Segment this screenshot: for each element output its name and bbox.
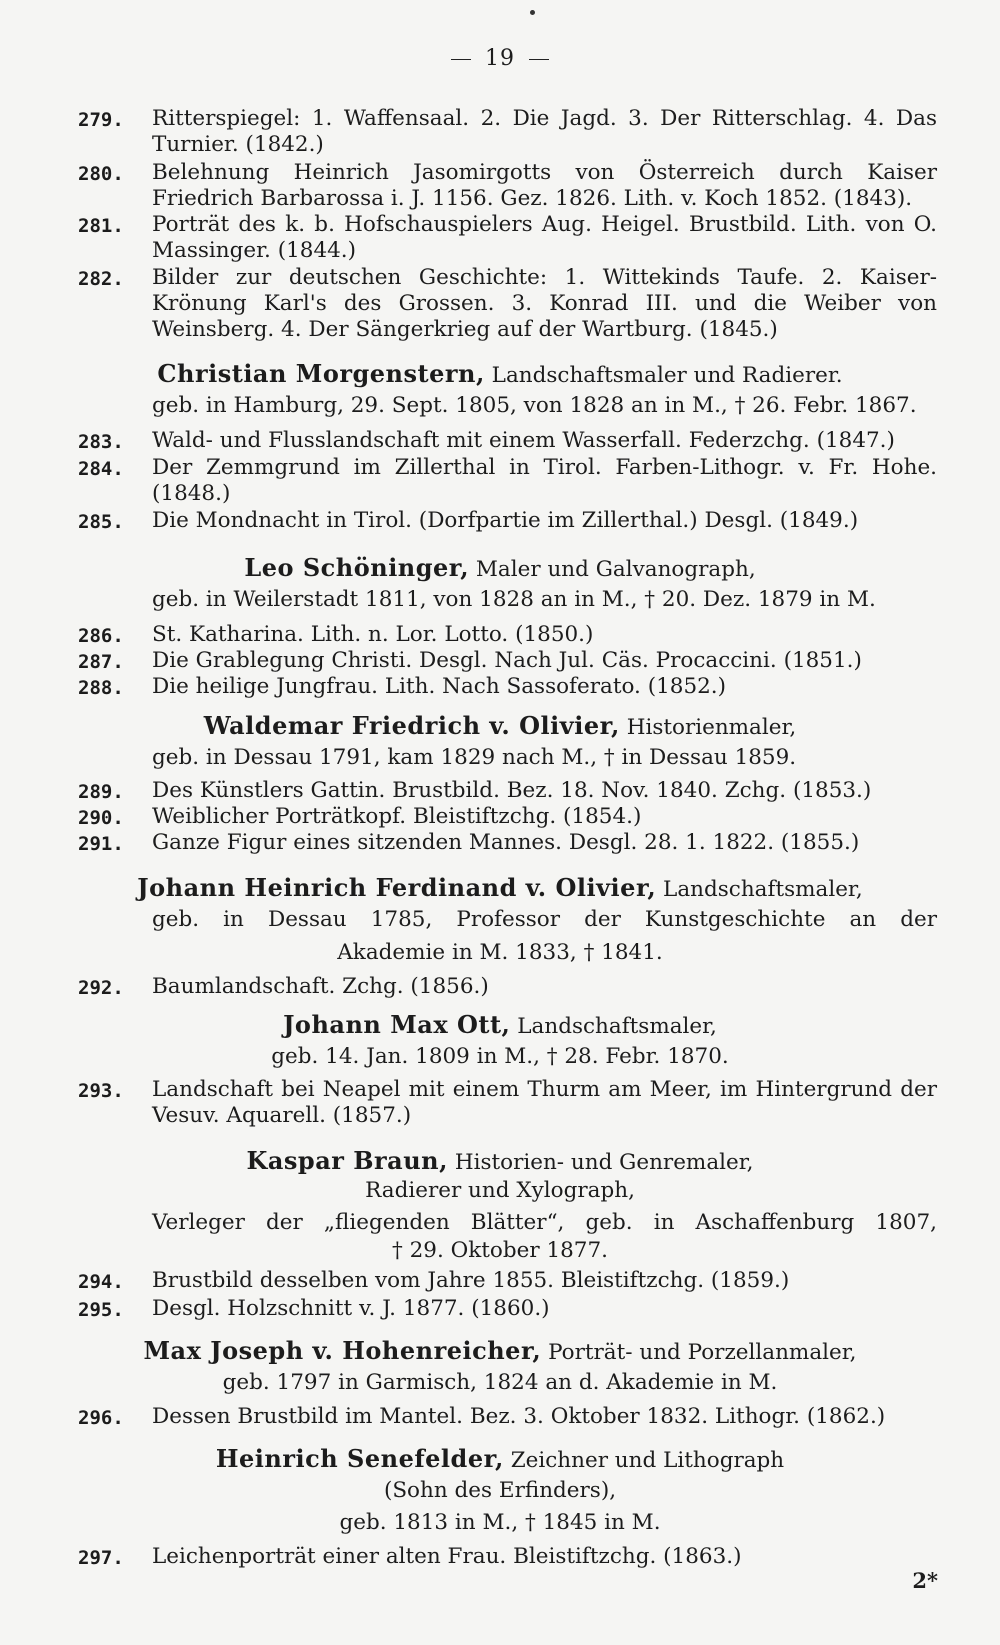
entry-text: Die Mondnacht in Tirol. (Dorfpartie im Zillerthal.) Desgl. (1849.) [152,508,859,533]
entry-number: 293. [78,1080,124,1102]
artist-name: Leo Schöninger, [244,553,470,582]
artist-heading [0,1011,1000,1041]
artist-role: Landschaftsmaler, [517,1014,717,1039]
entry-text: St. Katharina. Lith. n. Lor. Lotto. (1850.) [152,622,594,647]
entry-text: Leichenporträt einer alten Frau. Bleistiftzchg. (1863.) [152,1544,742,1569]
artist-role: Landschaftsmaler und Radierer. [491,363,843,388]
entry-number: 285. [78,511,124,533]
artist-bio-line: geb. 1813 in M., † 1845 in M. [339,1510,661,1535]
entry-number: 297. [78,1547,124,1569]
entry-text: Ritterspiegel: 1. Waffensaal. 2. Die Jagd. 3. Der Ritterschlag. 4. Das Turnier. (1842.) [152,106,937,157]
artist-name: Johann Heinrich Ferdinand v. Olivier, [137,873,657,902]
entry-number: 294. [78,1271,124,1293]
entry-number: 284. [78,458,124,480]
artist-role: Maler und Galvanograph, [475,557,756,582]
entry-text: Weiblicher Porträtkopf. Bleistiftzchg. (1854.) [152,804,642,829]
artist-role: Historienmaler, [626,715,797,740]
entry-text: Der Zemmgrund im Zillerthal in Tirol. Farben-Lithogr. v. Fr. Hohe. (1848.) [152,455,937,506]
artist-heading [0,712,1000,742]
entry-number: 283. [78,431,124,453]
artist-role: Porträt- und Porzellanmaler, [548,1340,857,1365]
entry-number: 289. [78,781,124,803]
artist-bio-line: geb. 14. Jan. 1809 in M., † 28. Febr. 1870. [271,1044,729,1069]
page-number: 19 [485,46,515,71]
entry-number: 282. [78,268,124,290]
page-header [0,46,1000,71]
artist-name: Heinrich Senefelder, [215,1444,504,1473]
artist-name: Kaspar Braun, [246,1146,448,1175]
artist-name: Waldemar Friedrich v. Olivier, [203,711,620,740]
entry-number: 292. [78,977,124,999]
header-dash-right [529,59,549,60]
entry-text: Baumlandschaft. Zchg. (1856.) [152,974,489,999]
entry-number: 291. [78,833,124,855]
printer-signature: 2* [912,1568,938,1593]
header-dash-left [451,59,471,60]
entry-text: Die Grablegung Christi. Desgl. Nach Jul. Cäs. Procaccini. (1851.) [152,648,862,673]
artist-bio-line: (Sohn des Erfinders), [383,1478,617,1503]
entry-text: Ganze Figur eines sitzenden Mannes. Desgl. 28. 1. 1822. (1855.) [152,830,860,855]
entry-text: Porträt des k. b. Hofschauspielers Aug. Heigel. Brustbild. Lith. von O. Massinger. (1844.) [152,212,937,263]
artist-bio-line: geb. in Hamburg, 29. Sept. 1805, von 1828 an in M., † 26. Febr. 1867. [152,393,917,418]
entry-number: 287. [78,651,124,673]
artist-bio-line: geb. in Weilerstadt 1811, von 1828 an in M., † 20. Dez. 1879 in M. [152,587,876,612]
artist-bio-line: † 29. Oktober 1877. [392,1238,608,1263]
entry-number: 295. [78,1299,124,1321]
entry-text: Bilder zur deutschen Geschichte: 1. Wittekinds Taufe. 2. Kaiser-Krönung Karl's des Grossen. 3. Konrad III. und die Weiber von Weinsberg. 4. Der Sängerkrieg auf der Wartburg. (1845.) [152,265,937,342]
entry-text: Des Künstlers Gattin. Brustbild. Bez. 18. Nov. 1840. Zchg. (1853.) [152,778,872,803]
artist-role: Historien- und Genremaler, [454,1150,754,1175]
entry-text: Brustbild desselben vom Jahre 1855. Bleistiftzchg. (1859.) [152,1268,790,1293]
entry-text: Landschaft bei Neapel mit einem Thurm am Meer, im Hintergrund der Vesuv. Aquarell. (1857.) [152,1077,937,1128]
print-speck [530,10,535,15]
entry-text: Desgl. Holzschnitt v. J. 1877. (1860.) [152,1296,550,1321]
entry-text: Die heilige Jungfrau. Lith. Nach Sassoferato. (1852.) [152,674,727,699]
artist-heading [0,1445,1000,1475]
artist-role: Zeichner und Lithograph [510,1448,785,1473]
artist-role: Landschaftsmaler, [663,877,863,902]
artist-name: Max Joseph v. Hohenreicher, [143,1336,542,1365]
artist-bio-line: Radierer und Xylograph, [365,1178,635,1203]
entry-number: 288. [78,677,124,699]
artist-bio-line: Akademie in M. 1833, † 1841. [337,940,663,965]
entry-number: 290. [78,807,124,829]
artist-bio-line: Verleger der „fliegenden Blätter“, geb. in Aschaffenburg 1807, [152,1210,937,1235]
artist-name: Christian Morgenstern, [157,359,485,388]
entry-number: 296. [78,1407,124,1429]
entry-number: 279. [78,109,124,131]
artist-heading [0,360,1000,390]
artist-bio-line: geb. in Dessau 1785, Professor der Kunstgeschichte an der [152,907,937,932]
artist-name: Johann Max Ott, [283,1010,511,1039]
entry-number: 286. [78,625,124,647]
entry-number: 280. [78,163,124,185]
artist-heading [0,1337,1000,1367]
artist-bio-line: geb. 1797 in Garmisch, 1824 an d. Akademie in M. [222,1370,778,1395]
artist-bio-line: geb. in Dessau 1791, kam 1829 nach M., † in Dessau 1859. [152,745,797,770]
artist-heading [0,1147,1000,1177]
artist-heading [0,874,1000,904]
entry-number: 281. [78,215,124,237]
entry-text: Belehnung Heinrich Jasomirgotts von Österreich durch Kaiser Friedrich Barbarossa i. J. 1156. Gez. 1826. Lith. v. Koch 1852. (1843). [152,160,937,211]
entry-text: Dessen Brustbild im Mantel. Bez. 3. Oktober 1832. Lithogr. (1862.) [152,1404,886,1429]
artist-heading [0,554,1000,584]
entry-text: Wald- und Flusslandschaft mit einem Wasserfall. Federzchg. (1847.) [152,428,895,453]
